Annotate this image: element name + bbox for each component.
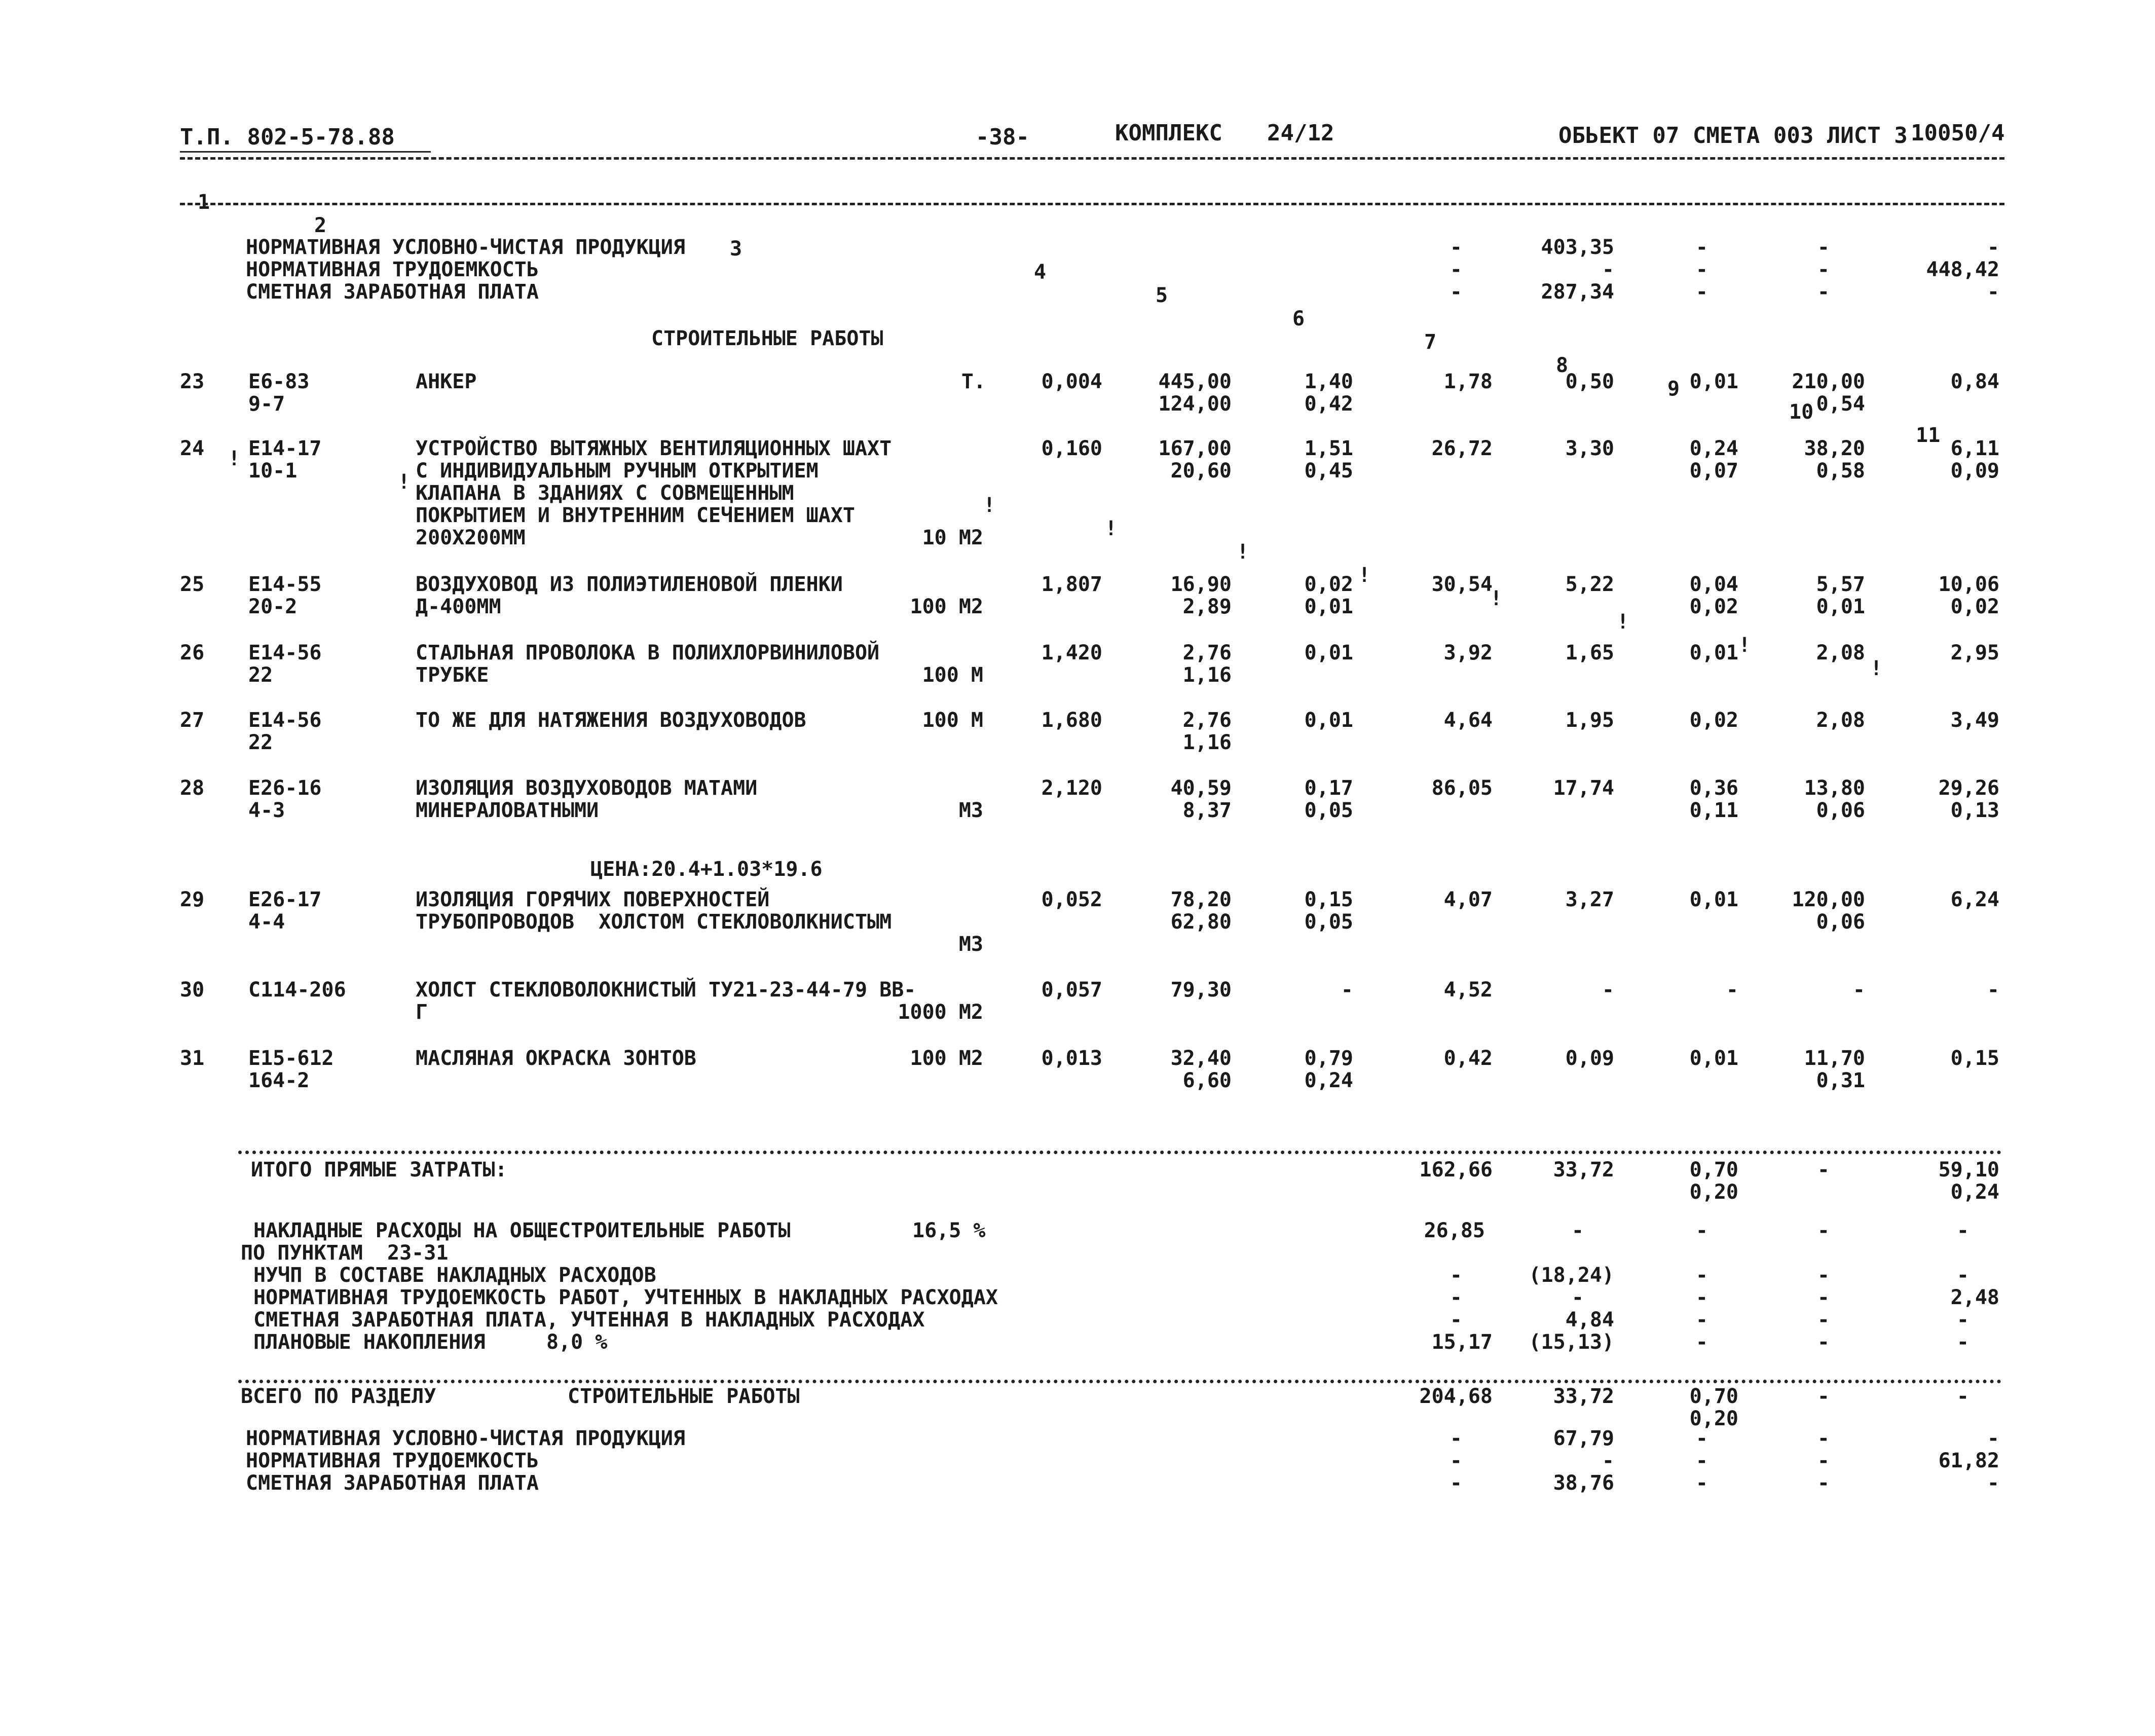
summary-label: НОРМАТИВНАЯ УСЛОВНО-ЧИСТАЯ ПРОДУКЦИЯ (246, 1427, 685, 1450)
col-num-9: 9 (1667, 377, 1680, 400)
overheads-line-c10: - (1817, 1264, 1830, 1287)
row-c5: 2,76 (1182, 709, 1232, 732)
summary-col7: - (1450, 1471, 1462, 1495)
row-c6: 0,01 (1304, 709, 1353, 732)
summary-col7: - (1450, 1427, 1462, 1450)
row-c8: 0,50 (1565, 370, 1614, 393)
row-quantity: 1,807 (1041, 573, 1102, 596)
row-c9: 0,01 (1689, 370, 1738, 393)
row-c7: 1,78 (1443, 370, 1493, 393)
row-number: 29 (180, 888, 205, 911)
row-c9: 0,02 (1689, 709, 1738, 732)
overheads-line-c9: - (1695, 1264, 1708, 1287)
row-c9: 0,24 (1689, 437, 1738, 460)
row-description-line: АНКЕР (416, 370, 477, 393)
row-description-line: ТРУБКЕ (416, 663, 489, 687)
overheads-line-c11: 2,48 (1950, 1286, 1999, 1309)
row-code: Е15-612 (248, 1047, 334, 1070)
summary-label: НОРМАТИВНАЯ ТРУДОЕМКОСТЬ (246, 1449, 539, 1472)
row-code: Е26-16 (248, 777, 322, 800)
row-c7: 4,52 (1443, 978, 1493, 1002)
summary-col10: - (1817, 258, 1830, 281)
row-code-sub: 20-2 (248, 595, 298, 618)
row-code: Е6-83 (248, 370, 310, 393)
summary-col7: - (1450, 236, 1462, 259)
direct-costs-c11: 59,10 (1938, 1158, 1999, 1181)
row-c7: 0,42 (1443, 1047, 1493, 1070)
col-num-1: 1 (198, 191, 210, 214)
section-total-c11: - (1956, 1385, 1969, 1408)
row-c6: 0,01 (1304, 641, 1353, 664)
row-c6: 1,40 (1304, 370, 1353, 393)
summary-col10: - (1817, 1449, 1830, 1472)
row-c11: 2,95 (1950, 641, 1999, 664)
page-number: -38- (976, 124, 1029, 150)
row-description-line: С ИНДИВИДУАЛЬНЫМ РУЧНЫМ ОТКРЫТИЕМ (416, 459, 819, 483)
row-c9-sub: 0,07 (1689, 459, 1738, 483)
overheads-line-c11: - (1956, 1331, 1969, 1354)
row-c9-sub: 0,02 (1689, 595, 1738, 618)
col-num-10: 10 (1789, 400, 1814, 424)
direct-costs-c10: - (1817, 1158, 1830, 1181)
row-c5-sub: 124,00 (1158, 392, 1232, 416)
overheads-line-label: НУЧП В СОСТАВЕ НАКЛАДНЫХ РАСХОДОВ (253, 1264, 656, 1287)
row-c6-sub: 0,05 (1304, 910, 1353, 934)
column-numbers: 1 2 3 4 5 6 7 8 9 10 11 ! ! ! ! ! ! ! ! ! ! (198, 191, 1941, 680)
row-c9: 0,36 (1689, 777, 1738, 800)
row-c10: - (1852, 978, 1865, 1002)
summary-col9: - (1695, 236, 1708, 259)
overheads-line-c9: - (1695, 1331, 1708, 1354)
row-c7: 30,54 (1431, 573, 1493, 596)
row-unit: Т. (961, 370, 986, 393)
row-c5-sub: 8,37 (1182, 799, 1232, 822)
row-unit: 100 М (922, 663, 983, 687)
row-c9-sub: 0,11 (1689, 799, 1738, 822)
overheads-c10: - (1817, 1219, 1830, 1242)
col-num-7: 7 (1424, 330, 1437, 354)
complex-label: КОМПЛЕКС (1115, 120, 1222, 146)
direct-costs-c11-sub: 0,24 (1950, 1180, 1999, 1204)
col-num-11: 11 (1916, 424, 1941, 447)
col-num-3: 3 (730, 237, 742, 261)
row-number: 27 (180, 709, 205, 732)
summary-label: СМЕТНАЯ ЗАРАБОТНАЯ ПЛАТА (246, 280, 539, 304)
row-c11: 10,06 (1938, 573, 1999, 596)
row-c5: 78,20 (1170, 888, 1232, 911)
row-c10-sub: 0,54 (1816, 392, 1865, 416)
summary-col10: - (1817, 1427, 1830, 1450)
row-c5-sub: 20,60 (1170, 459, 1232, 483)
row-description-line: ТО ЖЕ ДЛЯ НАТЯЖЕНИЯ ВОЗДУХОВОДОВ (416, 709, 806, 732)
row-number: 30 (180, 978, 205, 1002)
row-number: 26 (180, 641, 205, 664)
col-num-6: 6 (1292, 307, 1305, 330)
row-c6: - (1341, 978, 1353, 1002)
row-c6: 0,02 (1304, 573, 1353, 596)
row-c10-sub: 0,06 (1816, 799, 1865, 822)
row-description-line: СТАЛЬНАЯ ПРОВОЛОКА В ПОЛИХЛОРВИНИЛОВОЙ (416, 641, 880, 664)
summary-label: НОРМАТИВНАЯ УСЛОВНО-ЧИСТАЯ ПРОДУКЦИЯ (246, 236, 685, 259)
summary-col11: - (1987, 1427, 1999, 1450)
summary-col10: - (1817, 280, 1830, 304)
row-c7: 4,07 (1443, 888, 1493, 911)
row-c5-sub: 1,16 (1182, 663, 1232, 687)
row-c6-sub: 0,45 (1304, 459, 1353, 483)
summary-col9: - (1695, 1449, 1708, 1472)
row-c10-sub: 0,31 (1816, 1069, 1865, 1092)
row-code: Е26-17 (248, 888, 322, 911)
row-quantity: 0,160 (1041, 437, 1102, 460)
doc-code-underline (180, 151, 431, 153)
overheads-line-c8: 4,84 (1565, 1308, 1614, 1332)
row-unit: М3 (958, 933, 983, 956)
overheads-line-c10: - (1817, 1286, 1830, 1309)
row-description-line: УСТРОЙСТВО ВЫТЯЖНЫХ ВЕНТИЛЯЦИОННЫХ ШАХТ (416, 437, 892, 460)
doc-code: Т.П. 802-5-78.88 (180, 124, 395, 150)
row-c10-sub: 0,01 (1816, 595, 1865, 618)
summary-col8: 403,35 (1541, 236, 1614, 259)
row-c5: 16,90 (1170, 573, 1232, 596)
row-code-sub: 4-3 (248, 799, 285, 822)
row-c8: 17,74 (1553, 777, 1614, 800)
row-c8: - (1602, 978, 1614, 1002)
row-number: 25 (180, 573, 205, 596)
summary-col8: 38,76 (1553, 1471, 1614, 1495)
summary-col10: - (1817, 1471, 1830, 1495)
overheads-c7: 26,85 (1424, 1219, 1485, 1242)
row-c5-sub: 6,60 (1182, 1069, 1232, 1092)
row-c11: 3,49 (1950, 709, 1999, 732)
overheads-line-c10: - (1817, 1331, 1830, 1354)
row-c7: 3,92 (1443, 641, 1493, 664)
summary-col8: 287,34 (1541, 280, 1614, 304)
row-c6-sub: 0,42 (1304, 392, 1353, 416)
summary-col9: - (1695, 258, 1708, 281)
direct-costs-label: ИТОГО ПРЯМЫЕ ЗАТРАТЫ: (251, 1158, 507, 1181)
row-c11: 0,15 (1950, 1047, 1999, 1070)
row-c6-sub: 0,24 (1304, 1069, 1353, 1092)
row-description-line: КЛАПАНА В ЗДАНИЯХ С СОВМЕЩЕННЫМ (416, 482, 794, 505)
overheads-line-c7: - (1450, 1308, 1462, 1332)
row-description-line: Г (416, 1001, 428, 1024)
section-total-label: ВСЕГО ПО РАЗДЕЛУ (241, 1385, 436, 1408)
summary-col11: 448,42 (1926, 258, 1999, 281)
direct-costs-c9: 0,70 (1689, 1158, 1738, 1181)
row-c5: 445,00 (1158, 370, 1232, 393)
row-c8: 1,95 (1565, 709, 1614, 732)
overheads-line-label: ПЛАНОВЫЕ НАКОПЛЕНИЯ 8,0 % (253, 1331, 608, 1354)
row-quantity: 1,680 (1041, 709, 1102, 732)
summary-col11: - (1987, 280, 1999, 304)
row-code-sub: 22 (248, 663, 273, 687)
section-total-c9-sub: 0,20 (1689, 1407, 1738, 1430)
row-code: Е14-56 (248, 641, 322, 664)
row-c7: 4,64 (1443, 709, 1493, 732)
summary-label: СМЕТНАЯ ЗАРАБОТНАЯ ПЛАТА (246, 1471, 539, 1495)
row-number: 28 (180, 777, 205, 800)
row-c9: 0,01 (1689, 641, 1738, 664)
summary-col8: - (1602, 1449, 1614, 1472)
row-quantity: 0,057 (1041, 978, 1102, 1002)
summary-col10: - (1817, 236, 1830, 259)
row-description-line: ИЗОЛЯЦИЯ ВОЗДУХОВОДОВ МАТАМИ (416, 777, 758, 800)
row-c8: 3,30 (1565, 437, 1614, 460)
row-code: Е14-17 (248, 437, 322, 460)
direct-costs-c7: 162,66 (1419, 1158, 1493, 1181)
row-description-line: МИНЕРАЛОВАТНЫМИ (416, 799, 599, 822)
overheads-c9: - (1695, 1219, 1708, 1242)
row-code: Е14-56 (248, 709, 322, 732)
summary-label: НОРМАТИВНАЯ ТРУДОЕМКОСТЬ (246, 258, 539, 281)
row-c5-sub: 62,80 (1170, 910, 1232, 934)
price-note: ЦЕНА:20.4+1.03*19.6 (590, 858, 823, 881)
row-description-line: Д-400ММ (416, 595, 501, 618)
row-c10: 5,57 (1816, 573, 1865, 596)
row-c6-sub: 0,01 (1304, 595, 1353, 618)
row-description-line: ПОКРЫТИЕМ И ВНУТРЕННИМ СЕЧЕНИЕМ ШАХТ (416, 504, 855, 527)
section-total-c8: 33,72 (1553, 1385, 1614, 1408)
row-unit: 1000 М2 (898, 1001, 983, 1024)
row-c5: 167,00 (1158, 437, 1232, 460)
row-unit: М3 (958, 799, 983, 822)
header-rule-bottom (180, 203, 2004, 205)
row-c10: 2,08 (1816, 709, 1865, 732)
row-c11: 6,24 (1950, 888, 1999, 911)
summary-col11: - (1987, 236, 1999, 259)
overheads-line-label: НОРМАТИВНАЯ ТРУДОЕМКОСТЬ РАБОТ, УЧТЕННЫХ В НАКЛАДНЫХ РАСХОДАХ (253, 1286, 998, 1309)
row-description-line: ХОЛСТ СТЕКЛОВОЛОКНИСТЫЙ ТУ21-23-44-79 ВВ- (416, 978, 916, 1002)
row-description-line: ВОЗДУХОВОД ИЗ ПОЛИЭТИЛЕНОВОЙ ПЛЕНКИ (416, 573, 843, 596)
summary-col8: 67,79 (1553, 1427, 1614, 1450)
overheads-line-c9: - (1695, 1308, 1708, 1332)
row-c11: 29,26 (1938, 777, 1999, 800)
row-c10: 120,00 (1792, 888, 1865, 911)
summary-col7: - (1450, 280, 1462, 304)
row-c11: 6,11 (1950, 437, 1999, 460)
row-unit: 100 М2 (910, 595, 983, 618)
row-code-sub: 164-2 (248, 1069, 310, 1092)
row-unit: 10 М2 (922, 526, 983, 549)
row-c5: 79,30 (1170, 978, 1232, 1002)
overheads-line-c9: - (1695, 1286, 1708, 1309)
overheads-line-c10: - (1817, 1308, 1830, 1332)
row-description-line: ИЗОЛЯЦИЯ ГОРЯЧИХ ПОВЕРХНОСТЕЙ (416, 888, 770, 911)
row-c6: 1,51 (1304, 437, 1353, 460)
row-code-sub: 22 (248, 731, 273, 754)
header-rule-top (180, 157, 2004, 160)
overheads-line-c7: - (1450, 1286, 1462, 1309)
overheads-label: НАКЛАДНЫЕ РАСХОДЫ НА ОБЩЕСТРОИТЕЛЬНЫЕ РАБОТЫ (253, 1219, 791, 1242)
summary-col9: - (1695, 280, 1708, 304)
row-c9: 0,01 (1689, 888, 1738, 911)
summary-col7: - (1450, 258, 1462, 281)
summary-col11: 61,82 (1938, 1449, 1999, 1472)
row-c8: 1,65 (1565, 641, 1614, 664)
row-code-sub: 4-4 (248, 910, 285, 934)
sheet-code: 10050/4 (1911, 120, 2005, 146)
row-description-line: 200Х200ММ (416, 526, 526, 549)
row-number: 31 (180, 1047, 205, 1070)
row-c5-sub: 1,16 (1182, 731, 1232, 754)
row-description-line: МАСЛЯНАЯ ОКРАСКА ЗОНТОВ (416, 1047, 696, 1070)
col-num-5: 5 (1156, 284, 1168, 307)
row-c10: 38,20 (1804, 437, 1865, 460)
row-c6-sub: 0,05 (1304, 799, 1353, 822)
row-number: 23 (180, 370, 205, 393)
col-num-8: 8 (1556, 354, 1569, 377)
row-c10-sub: 0,06 (1816, 910, 1865, 934)
overheads-line-c8: (18,24) (1529, 1264, 1614, 1287)
row-c5: 40,59 (1170, 777, 1232, 800)
section-total-dotted-rule (238, 1380, 2002, 1383)
row-quantity: 0,004 (1041, 370, 1102, 393)
totals-dotted-rule (238, 1151, 2002, 1154)
row-c10: 2,08 (1816, 641, 1865, 664)
row-c6: 0,15 (1304, 888, 1353, 911)
row-quantity: 1,420 (1041, 641, 1102, 664)
summary-col7: - (1450, 1449, 1462, 1472)
row-c8: 5,22 (1565, 573, 1614, 596)
row-c10: 210,00 (1792, 370, 1865, 393)
overheads-c11: - (1956, 1219, 1969, 1242)
col-num-4: 4 (1034, 261, 1047, 284)
row-c10: 13,80 (1804, 777, 1865, 800)
section-total-c10: - (1817, 1385, 1830, 1408)
summary-col8: - (1602, 258, 1614, 281)
overheads-line-c11: - (1956, 1264, 1969, 1287)
overheads-line-c8: - (1571, 1286, 1584, 1309)
row-number: 24 (180, 437, 205, 460)
row-c11-sub: 0,09 (1950, 459, 1999, 483)
overheads-line-c8: (15,13) (1529, 1331, 1614, 1354)
summary-col11: - (1987, 1471, 1999, 1495)
row-c5: 32,40 (1170, 1047, 1232, 1070)
row-code-sub: 9-7 (248, 392, 285, 416)
row-c10-sub: 0,58 (1816, 459, 1865, 483)
col-separators: ! (228, 447, 241, 470)
row-unit: 100 М (922, 709, 983, 732)
direct-costs-c9-sub: 0,20 (1689, 1180, 1738, 1204)
col-num-2: 2 (314, 214, 327, 237)
row-c7: 86,05 (1431, 777, 1493, 800)
section-title: СТРОИТЕЛЬНЫЕ РАБОТЫ (651, 327, 883, 350)
overheads-line-label: СМЕТНАЯ ЗАРАБОТНАЯ ПЛАТА, УЧТЕННАЯ В НАКЛАДНЫХ РАСХОДАХ (253, 1308, 925, 1332)
row-c5: 2,76 (1182, 641, 1232, 664)
overheads-line-c7: - (1450, 1264, 1462, 1287)
row-c5-sub: 2,89 (1182, 595, 1232, 618)
overheads-line-c7: 15,17 (1431, 1331, 1493, 1354)
row-c11-sub: 0,13 (1950, 799, 1999, 822)
row-c8: 3,27 (1565, 888, 1614, 911)
section-total-name: СТРОИТЕЛЬНЫЕ РАБОТЫ (568, 1385, 800, 1408)
row-quantity: 0,052 (1041, 888, 1102, 911)
row-c11-sub: 0,02 (1950, 595, 1999, 618)
row-description-line: ТРУБОПРОВОДОВ ХОЛСТОМ СТЕКЛОВОЛКНИСТЫМ (416, 910, 892, 934)
overheads-line-c11: - (1956, 1308, 1969, 1332)
complex-number: 24/12 (1267, 120, 1334, 146)
row-c10: 11,70 (1804, 1047, 1865, 1070)
summary-col9: - (1695, 1427, 1708, 1450)
overheads-c8: - (1571, 1219, 1584, 1242)
row-quantity: 0,013 (1041, 1047, 1102, 1070)
row-code-sub: 10-1 (248, 459, 298, 483)
direct-costs-c8: 33,72 (1553, 1158, 1614, 1181)
summary-col9: - (1695, 1471, 1708, 1495)
section-total-c9: 0,70 (1689, 1385, 1738, 1408)
overheads-points: ПО ПУНКТАМ 23-31 (241, 1241, 449, 1265)
row-c9: - (1726, 978, 1738, 1002)
overheads-rate: 16,5 % (912, 1219, 986, 1242)
row-quantity: 2,120 (1041, 777, 1102, 800)
section-total-c7: 204,68 (1419, 1385, 1493, 1408)
row-c11: 0,84 (1950, 370, 1999, 393)
row-c8: 0,09 (1565, 1047, 1614, 1070)
row-code: Е14-55 (248, 573, 322, 596)
row-c6: 0,17 (1304, 777, 1353, 800)
object-info: ОБЬЕКТ 07 СМЕТА 003 ЛИСТ 3 (1558, 123, 1908, 149)
row-c9: 0,01 (1689, 1047, 1738, 1070)
row-c11: - (1987, 978, 1999, 1002)
row-code: С114-206 (248, 978, 346, 1002)
row-unit: 100 М2 (910, 1047, 983, 1070)
row-c6: 0,79 (1304, 1047, 1353, 1070)
row-c7: 26,72 (1431, 437, 1493, 460)
row-c9: 0,04 (1689, 573, 1738, 596)
